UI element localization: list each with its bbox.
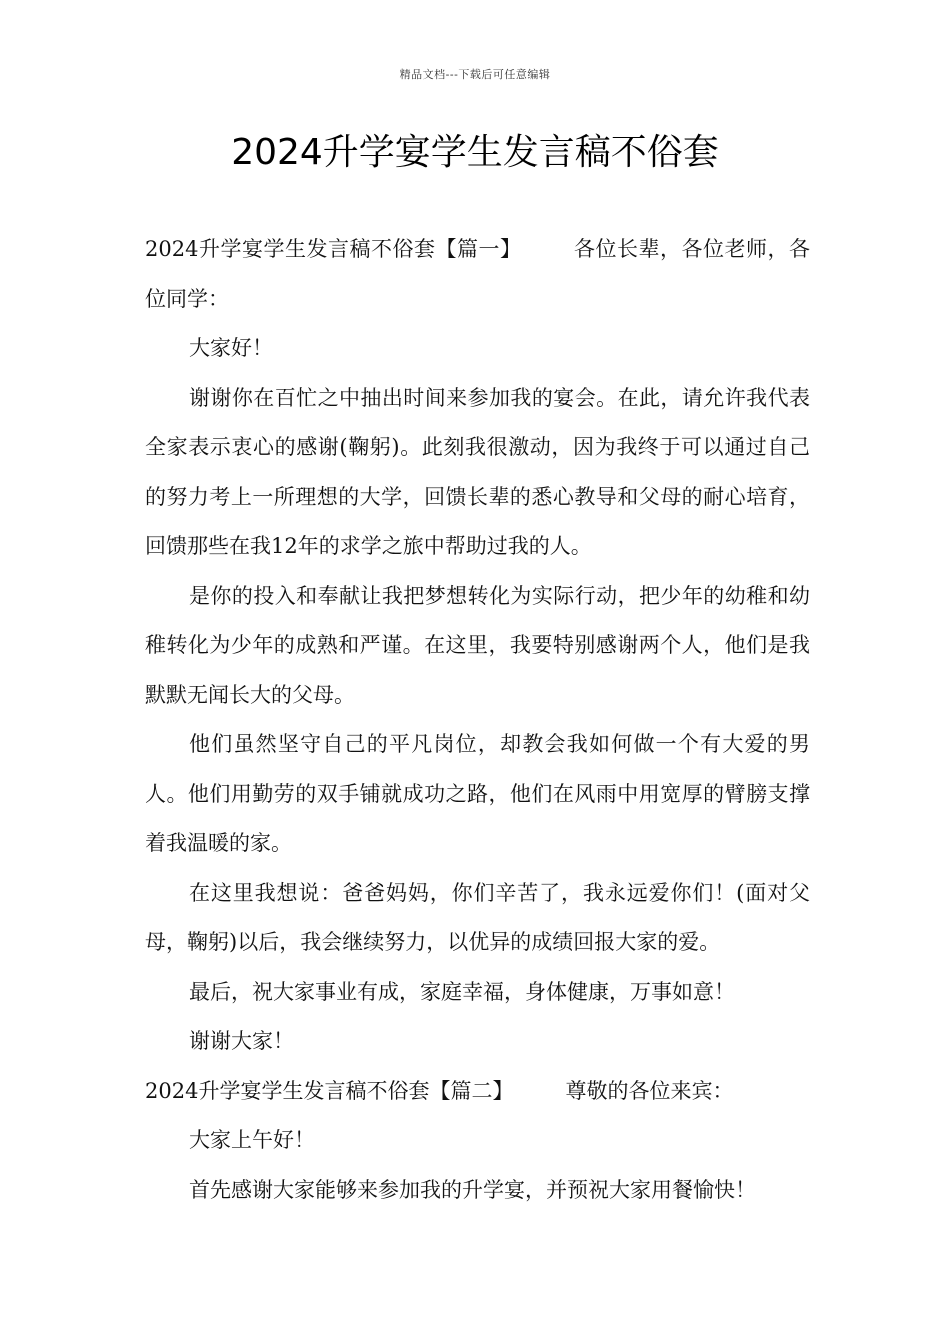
paragraph: 谢谢你在百忙之中抽出时间来参加我的宴会。在此，请允许我代表全家表示衷心的感谢(鞠躬)。此刻我很激动，因为我终于可以通过自己的努力考上一所理想的大学，回馈长辈的悉心教导和父母的耐心培育，回馈那些在我12年的求学之旅中帮助过我的人。 — [145, 385, 810, 558]
paragraph: 是你的投入和奉献让我把梦想转化为实际行动，把少年的幼稚和幼稚转化为少年的成熟和严谨。在这里，我要特别感谢两个人，他们是我默默无闻长大的父母。 — [145, 583, 810, 707]
paragraph: 谢谢大家！ — [189, 1029, 294, 1053]
paragraph: 最后，祝大家事业有成，家庭幸福，身体健康，万事如意！ — [189, 979, 735, 1004]
paragraph: 他们虽然坚守自己的平凡岗位，却教会我如何做一个有大爱的男人。他们用勤劳的双手铺就成功之路，他们在风雨中用宽厚的臂膀支撑着我温暖的家。 — [145, 732, 810, 855]
paragraph: 大家上午好！ — [189, 1128, 315, 1152]
section-1-heading-line — [145, 225, 810, 324]
paragraph: 首先感谢大家能够来参加我的升学宴，并预祝大家用餐愉快！ — [189, 1177, 756, 1202]
page-header-note: 精品文档---下载后可任意编辑 — [399, 68, 551, 81]
section-2-heading-line — [145, 1067, 810, 1117]
section-2-heading: 2024升学宴学生发言稿不俗套【篇二】 — [145, 1078, 514, 1103]
document-body — [145, 225, 810, 1215]
section-2-salutation: 尊敬的各位来宾： — [565, 1078, 734, 1103]
section-1-heading: 2024升学宴学生发言稿不俗套【篇一】 — [145, 237, 522, 261]
section-1-salutation: 各位长辈，各位老师，各位同学： — [145, 237, 811, 311]
document-title: 2024升学宴学生发言稿不俗套 — [231, 132, 719, 173]
paragraph: 在这里我想说：爸爸妈妈，你们辛苦了，我永远爱你们！(面对父母，鞠躬)以后，我会继续努力，以优异的成绩回报大家的爱。 — [145, 880, 810, 954]
paragraph: 大家好！ — [189, 336, 273, 360]
